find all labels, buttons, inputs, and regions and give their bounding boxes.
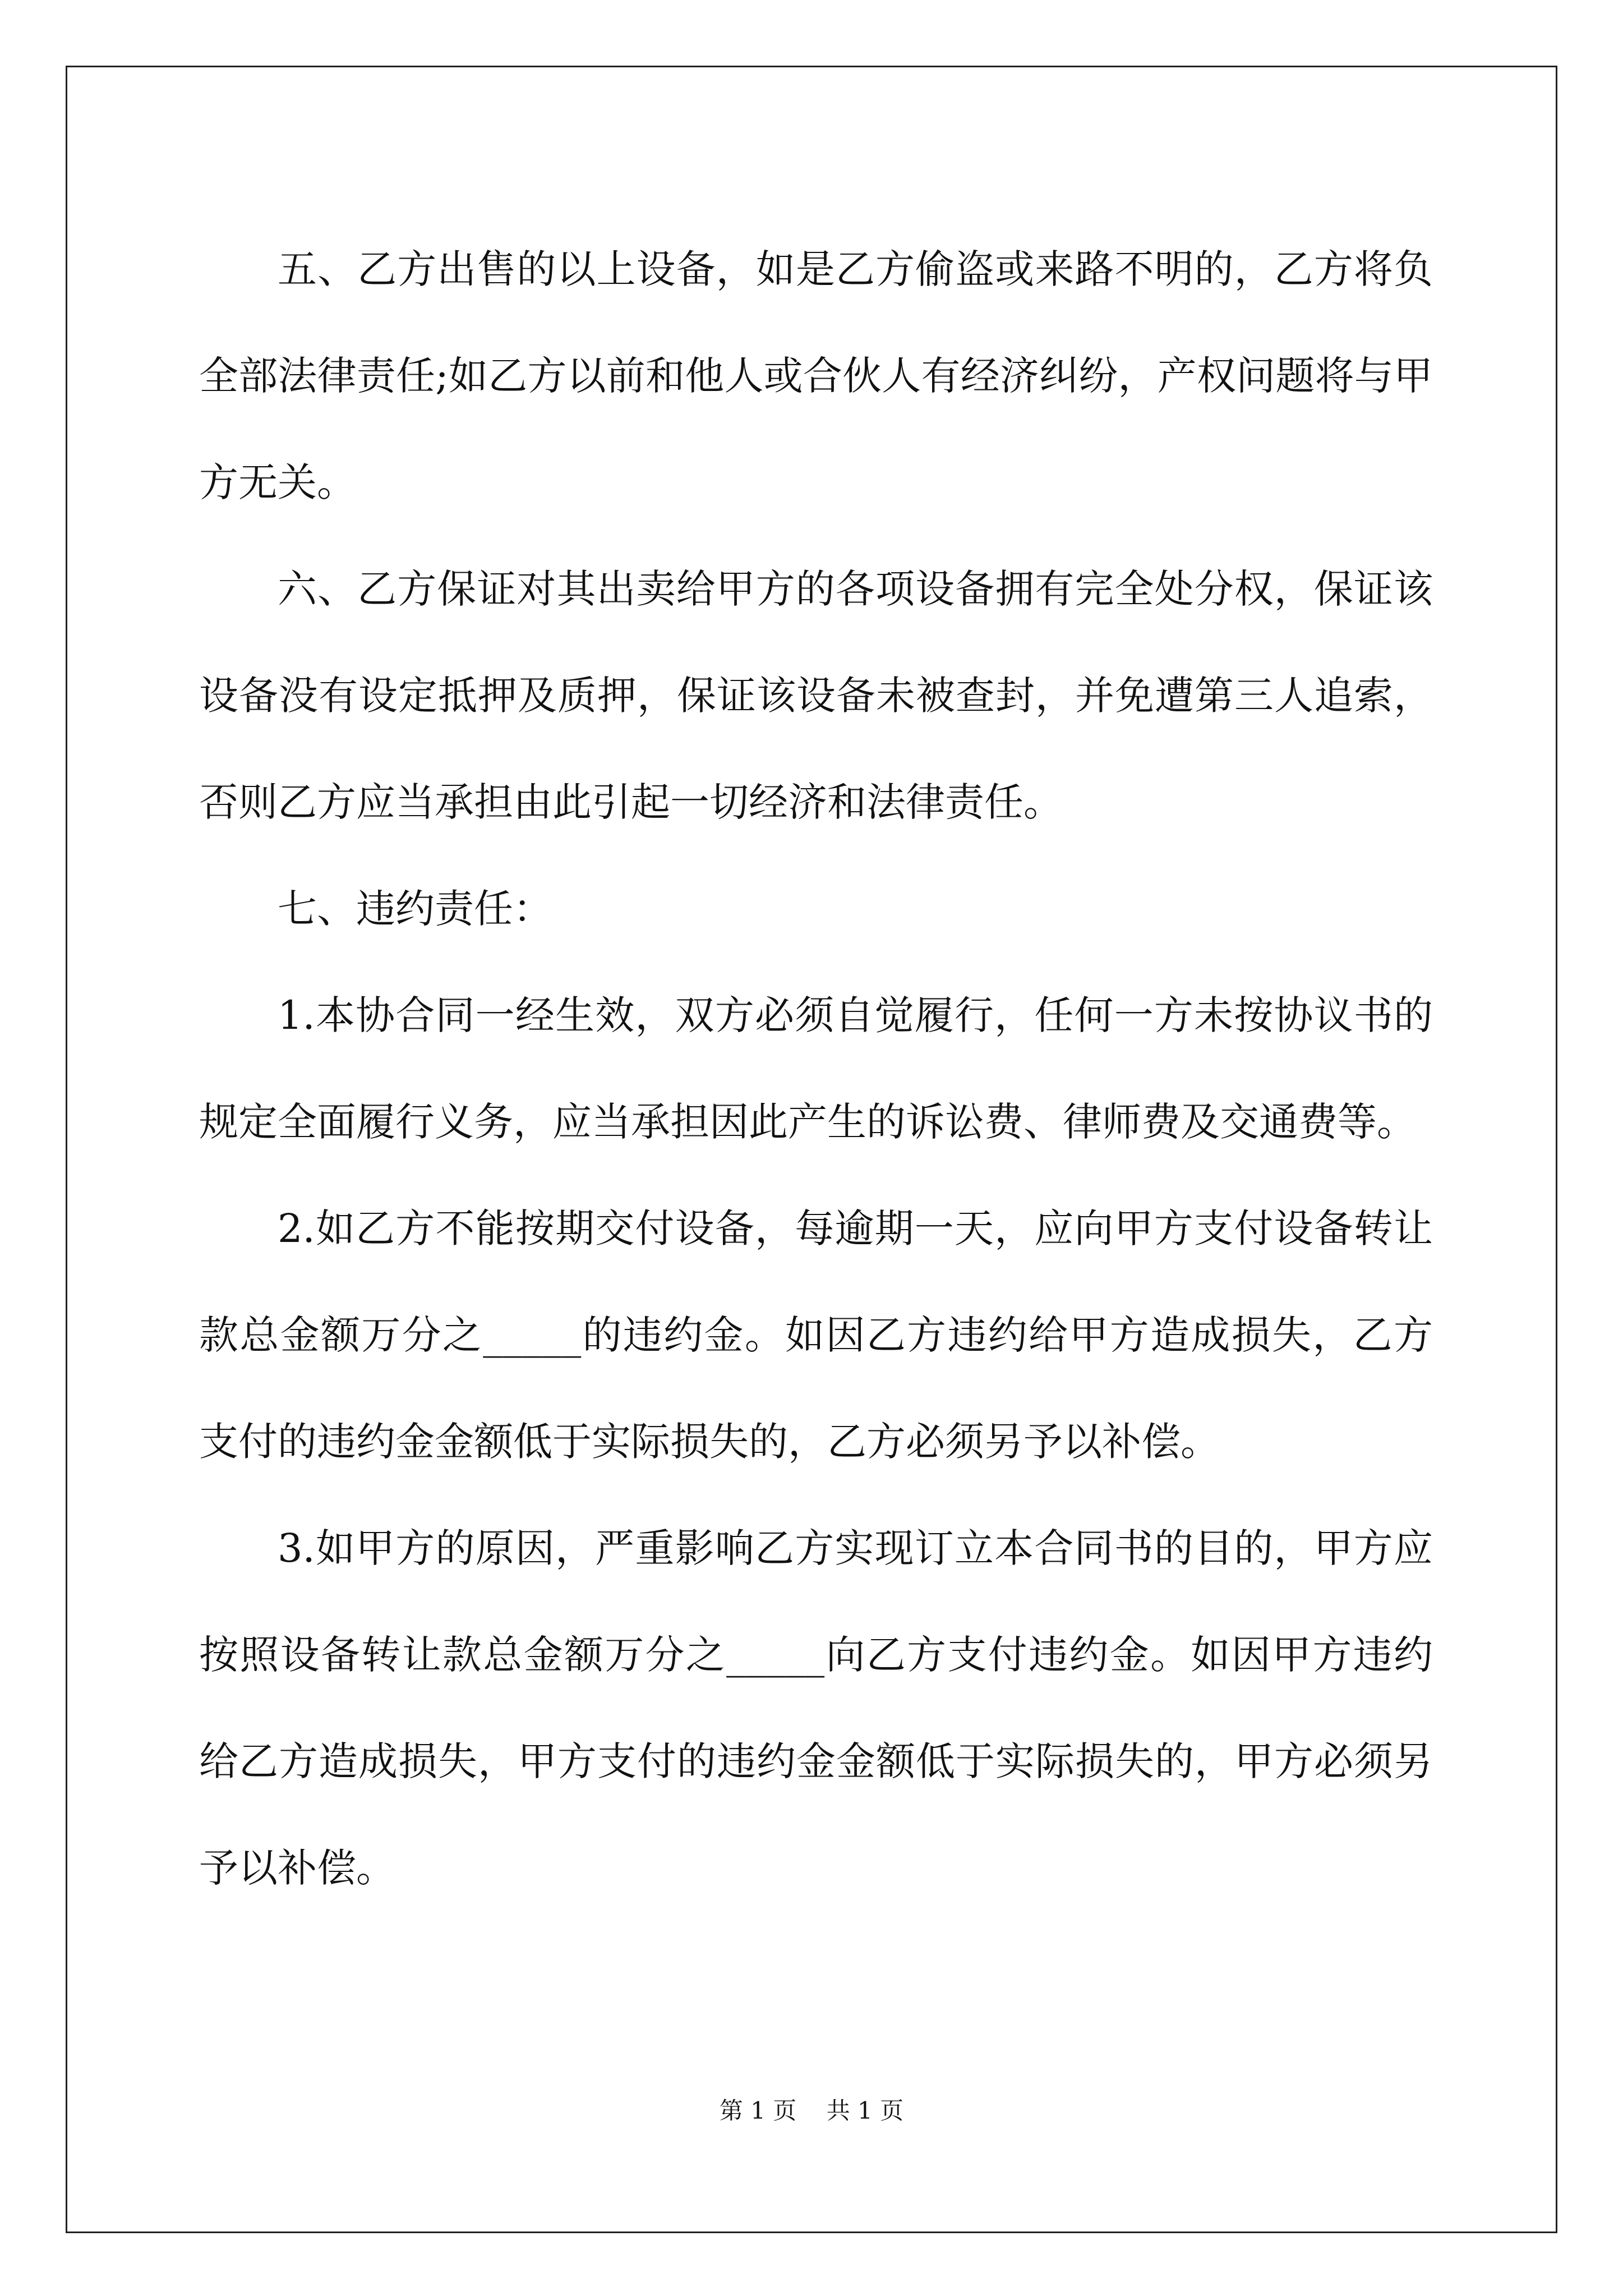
clause-6-paragraph: 六、乙方保证对其出卖给甲方的各项设备拥有完全处分权，保证该设备没有设定抵押及质押，保证该设备未被查封，并免遭第三人追索，否则乙方应当承担由此引起一切经济和法律责任。	[199, 566, 1433, 825]
page-number: 第 1 页	[719, 2097, 797, 2124]
page-total: 共 1 页	[826, 2097, 904, 2124]
clause-5-paragraph: 五、乙方出售的以上设备，如是乙方偷盗或来路不明的，乙方将负全部法律责任;如乙方以前和他人或合伙人有经济纠纷，产权问题将与甲方无关。	[199, 246, 1433, 505]
clause-7-item-3: 3.如甲方的原因，严重影响乙方实现订立本合同书的目的，甲方应按照设备转让款总金额万分之_____向乙方支付违约金。如因甲方违约给乙方造成损失，甲方支付的违约金金额低于实际损失的，甲方必须另予以补偿。	[199, 1525, 1433, 1891]
clause-7-item-1: 1.本协合同一经生效，双方必须自觉履行，任何一方未按协议书的规定全面履行义务，应当承担因此产生的诉讼费、律师费及交通费等。	[199, 992, 1433, 1145]
clause-7-item-2: 2.如乙方不能按期交付设备，每逾期一天，应向甲方支付设备转让款总金额万分之_____的违约金。如因乙方违约给甲方造成损失，乙方支付的违约金金额低于实际损失的，乙方必须另予以补偿。	[199, 1205, 1433, 1465]
clause-7-heading: 七、违约责任：	[278, 886, 552, 932]
footer-spacer	[796, 2097, 826, 2124]
document-body	[199, 216, 1433, 1921]
page-footer	[0, 2092, 1623, 2126]
